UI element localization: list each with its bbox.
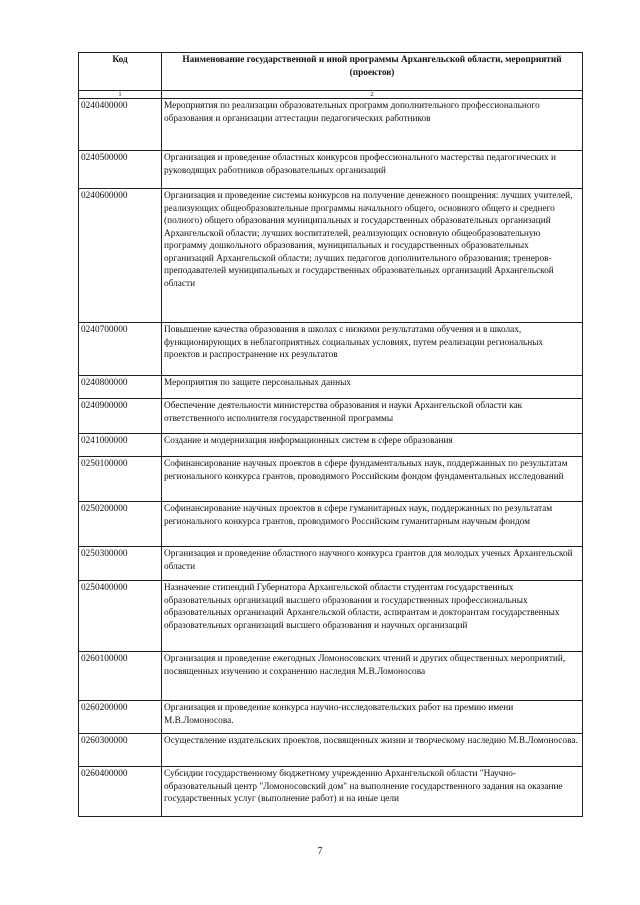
program-table [78, 52, 583, 817]
row-code: 0260400000 [79, 767, 162, 817]
row-name: Мероприятия по реализации образовательных программ дополнительного профессионального образования и организации аттестации педагогических работников [162, 99, 583, 151]
table-row [79, 323, 583, 376]
row-code: 0240500000 [79, 151, 162, 189]
row-code: 0250400000 [79, 581, 162, 652]
col-number-1: 1 [79, 91, 162, 99]
row-name: Организация и проведение областного научного конкурса грантов для молодых ученых Архангельской области [162, 547, 583, 581]
table-row [79, 434, 583, 457]
row-code: 0241000000 [79, 434, 162, 457]
row-name: Субсидии государственному бюджетному учреждению Архангельской области "Научно-образовательный центр "Ломоносовский дом" на выполнение государственного задания на оказание государственных услуг (выполнение работ) и на иные цели [162, 767, 583, 817]
row-code: 0240800000 [79, 376, 162, 399]
row-name: Организация и проведение конкурса научно-исследовательских работ на премию имени М.В.Ломоносова. [162, 701, 583, 734]
table-row [79, 99, 583, 151]
row-name: Повышение качества образования в школах с низкими результатами обучения и в школах, функционирующих в неблагоприятных социальных условиях, путем реализации региональных проектов и распространение их результатов [162, 323, 583, 376]
table-row [79, 547, 583, 581]
row-name: Организация и проведение ежегодных Ломоносовских чтений и других общественных мероприятий, посвященных изучению и сохранению наследия М.В.Ломоносова [162, 652, 583, 701]
col-number-2: 2 [162, 91, 583, 99]
row-code: 0240700000 [79, 323, 162, 376]
row-name: Назначение стипендий Губернатора Архангельской области студентам государственных образовательных организаций высшего образования и государственных профессиональных образовательных организаций Архангельской области, аспирантам и докторантам государственных образовательных организаций высшего образования и научных организаций [162, 581, 583, 652]
row-name: Осуществление издательских проектов, посвященных жизни и творческому наследию М.В.Ломоносова. [162, 734, 583, 767]
page-number: 7 [317, 846, 323, 857]
row-name: Создание и модернизация информационных систем в сфере образования [162, 434, 583, 457]
row-code: 0240600000 [79, 189, 162, 323]
row-code: 0240900000 [79, 399, 162, 434]
row-name: Организация и проведение областных конкурсов профессионального мастерства педагогических и руководящих работников образовательных организаций [162, 151, 583, 189]
row-code: 0250300000 [79, 547, 162, 581]
header-name: Наименование государственной и иной программы Архангельской области, мероприятий (проектов) [162, 53, 583, 91]
table-row [79, 701, 583, 734]
row-code: 0260100000 [79, 652, 162, 701]
row-name: Софинансирование научных проектов в сфере гуманитарных наук, поддержанных по результатам регионального конкурса грантов, проводимого Российским гуманитарным научным фондом [162, 502, 583, 547]
row-code: 0260200000 [79, 701, 162, 734]
row-code: 0260300000 [79, 734, 162, 767]
table-row [79, 399, 583, 434]
row-name: Организация и проведение системы конкурсов на получение денежного поощрения: лучших учителей, реализующих общеобразовательные программы начального общего, основного общего и среднего (полного) общего образования муниципальных и государственных образовательных организаций Архангельской области; лучших воспитателей, реализующих основную общеобразовательную программу дошкольного образования, муниципальных и государственных образовательных организаций Архангельской области; лучших педагогов дополнительного образования; тренеров-преподавателей муниципальных и государственных образовательных организаций Архангельской области [162, 189, 583, 323]
row-code: 0250100000 [79, 457, 162, 502]
row-code: 0240400000 [79, 99, 162, 151]
table-row [79, 457, 583, 502]
table-row [79, 502, 583, 547]
row-name: Софинансирование научных проектов в сфере фундаментальных наук, поддержанных по результатам регионального конкурса грантов, проводимого Российским фондом фундаментальных исследований [162, 457, 583, 502]
row-name: Обеспечение деятельности министерства образования и науки Архангельской области как ответственного исполнителя государственной программы [162, 399, 583, 434]
row-name: Мероприятия по защите персональных данных [162, 376, 583, 399]
row-code: 0250200000 [79, 502, 162, 547]
table-row [79, 189, 583, 323]
table-row [79, 376, 583, 399]
table-row [79, 652, 583, 701]
table-row [79, 581, 583, 652]
table-row [79, 767, 583, 817]
header-code: Код [79, 53, 162, 91]
table-row [79, 734, 583, 767]
table-row [79, 151, 583, 189]
